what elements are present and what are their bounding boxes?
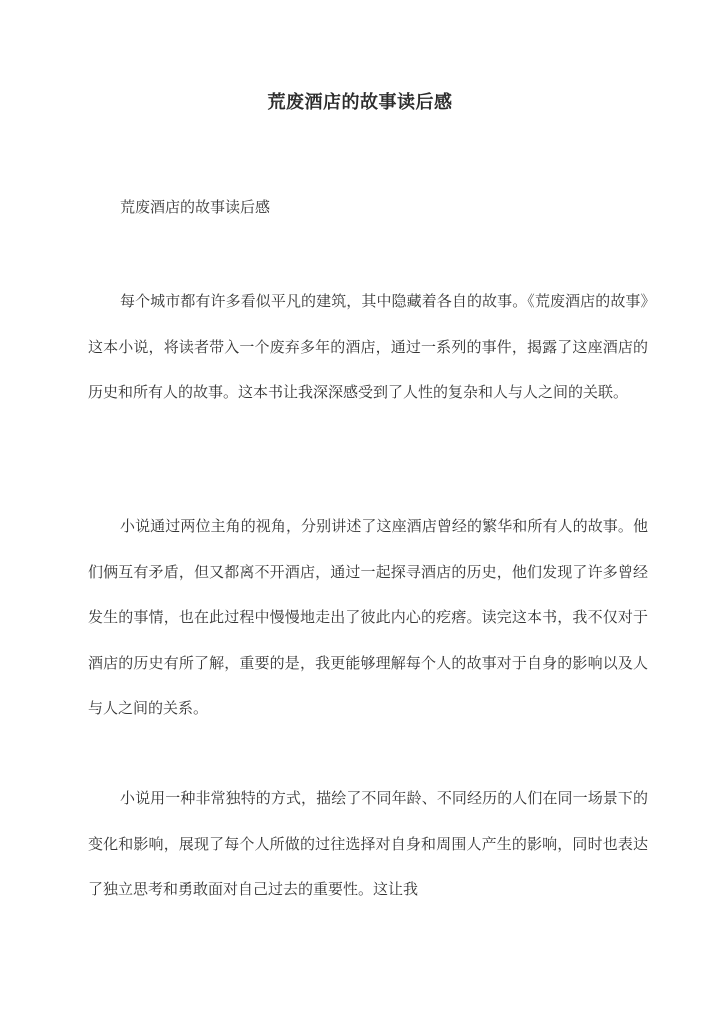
document-title: 荒废酒店的故事读后感 — [267, 92, 453, 113]
paragraph: 小说用一种非常独特的方式，描绘了不同年龄、不同经历的人们在同一场景下的变化和影响，展现了每个人所做的过往选择对自身和周围人产生的影响，同时也表达了独立思考和勇敢面对自己过去的重要性。这让我 — [88, 789, 648, 898]
paragraph: 小说通过两位主角的视角，分别讲述了这座酒店曾经的繁华和所有人的故事。他们俩互有矛盾，但又都离不开酒店，通过一起探寻酒店的历史，他们发现了许多曾经发生的事情，也在此过程中慢慢地走出了彼此内心的疙瘩。读完这本书，我不仅对于酒店的历史有所了解，重要的是，我更能够理解每个人的故事对于自身的影响以及人与人之间的关系。 — [88, 517, 648, 717]
document-subtitle: 荒废酒店的故事读后感 — [120, 198, 271, 216]
paragraph: 每个城市都有许多看似平凡的建筑，其中隐藏着各自的故事。《荒废酒店的故事》这本小说，将读者带入一个废弃多年的酒店，通过一系列的事件，揭露了这座酒店的历史和所有人的故事。这本书让我深深感受到了人性的复杂和人与人之间的关联。 — [88, 292, 648, 401]
